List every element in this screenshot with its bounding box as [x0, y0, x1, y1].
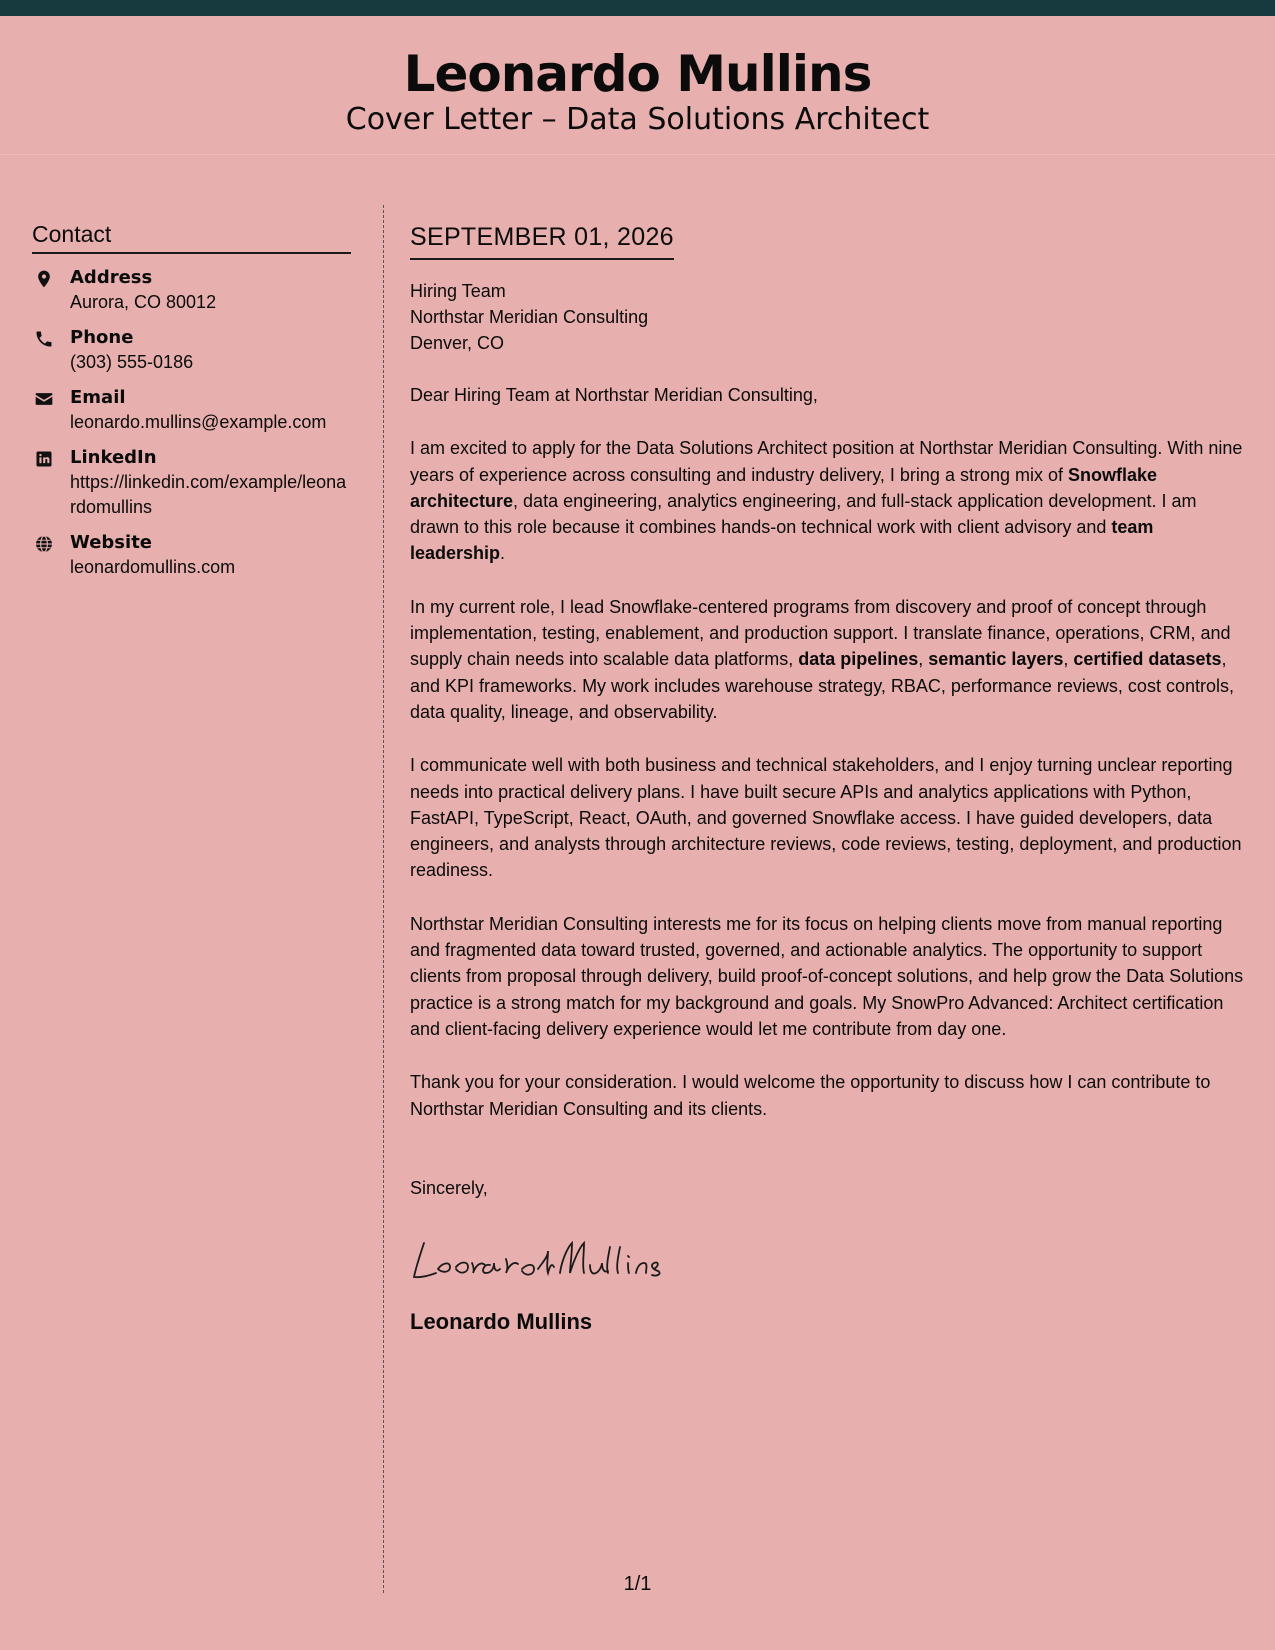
paragraph-communication: I communicate well with both business and technical stakeholders, and I enjoy turning unclear reporting needs into practical delivery plans. I have built secure APIs and analytics applications with Python, FastAPI, TypeScript, React, OAuth, and governed Snowflake access. I have guided developers, data engineers, and analysts through architecture reviews, code reviews, testing, deployment, and production readiness.	[410, 755, 1242, 881]
closing: Sincerely,	[410, 1177, 488, 1198]
document-subtitle: Cover Letter – Data Solutions Architect	[345, 102, 930, 137]
handwritten-signature	[410, 1229, 1250, 1289]
top-accent-bar	[0, 0, 1275, 16]
contact-label: Email	[70, 387, 126, 408]
recipient-line: Denver, CO	[410, 333, 505, 353]
contact-label: Address	[70, 267, 153, 288]
contact-label: LinkedIn	[70, 447, 157, 468]
contact-linkedin	[32, 446, 351, 520]
signed-name: Leonardo Mullins	[410, 1309, 593, 1335]
contact-label: Phone	[70, 327, 134, 348]
globe-icon	[34, 534, 54, 554]
contact-value[interactable]: leonardomullins.com	[70, 557, 236, 577]
recipient-line: Northstar Meridian Consulting	[410, 307, 649, 327]
map-pin-icon	[34, 269, 54, 289]
contact-value: (303) 555-0186	[70, 352, 194, 372]
envelope-icon	[34, 389, 54, 409]
page-header	[0, 16, 1275, 155]
phone-icon	[34, 329, 54, 349]
contact-address	[32, 266, 351, 315]
contact-list	[32, 266, 351, 580]
contact-value[interactable]: https://linkedin.com/example/leonardomullins	[70, 472, 347, 517]
contact-heading: Contact	[32, 218, 351, 254]
paragraph-current-role: In my current role, I lead Snowflake-centered programs from discovery and proof of concept through implementation, testing, enablement, and production support. I translate finance, operations, CRM, and supply chain needs into scalable data platforms, data pipelines, semantic layers, certified datasets, and KPI frameworks. My work includes warehouse strategy, RBAC, performance reviews, cost controls, data quality, lineage, and observability.	[410, 596, 1234, 722]
contact-value: leonardo.mullins@example.com	[70, 412, 327, 432]
recipient-block	[410, 278, 1250, 356]
paragraph-intro: I am excited to apply for the Data Solutions Architect position at Northstar Meridian Consulting. With nine years of experience across consulting and industry delivery, I bring a strong mix of Snowflake architecture, data engineering, analytics engineering, and full-stack application development. I am drawn to this role because it combines hands-on technical work with client advisory and team leadership.	[410, 438, 1243, 564]
linkedin-icon	[34, 449, 54, 469]
contact-website	[32, 531, 351, 580]
paragraph-company-interest: Northstar Meridian Consulting interests me for its focus on helping clients move from manual reporting and fragmented data toward trusted, governed, and actionable analytics. The opportunity to support clients from proposal through delivery, build proof-of-concept solutions, and help grow the Data Solutions practice is a strong match for my background and goals. My SnowPro Advanced: Architect certification and client-facing delivery experience would let me contribute from day one.	[410, 913, 1244, 1039]
letter-body	[410, 220, 1250, 1337]
contact-email	[32, 386, 351, 435]
recipient-line: Hiring Team	[410, 281, 506, 301]
paragraph-thanks: Thank you for your consideration. I would welcome the opportunity to discuss how I can contribute to Northstar Meridian Consulting and its clients.	[410, 1072, 1211, 1119]
contact-phone	[32, 326, 351, 375]
signature-graphic	[410, 1229, 690, 1289]
letter-date: SEPTEMBER 01, 2026	[410, 220, 674, 260]
page-number: 1/1	[623, 1573, 652, 1595]
salutation: Dear Hiring Team at Northstar Meridian Consulting,	[410, 385, 818, 405]
applicant-name: Leonardo Mullins	[403, 45, 872, 103]
column-divider	[383, 205, 384, 1593]
contact-label: Website	[70, 532, 153, 553]
contact-sidebar	[32, 218, 351, 591]
contact-value: Aurora, CO 80012	[70, 292, 217, 312]
